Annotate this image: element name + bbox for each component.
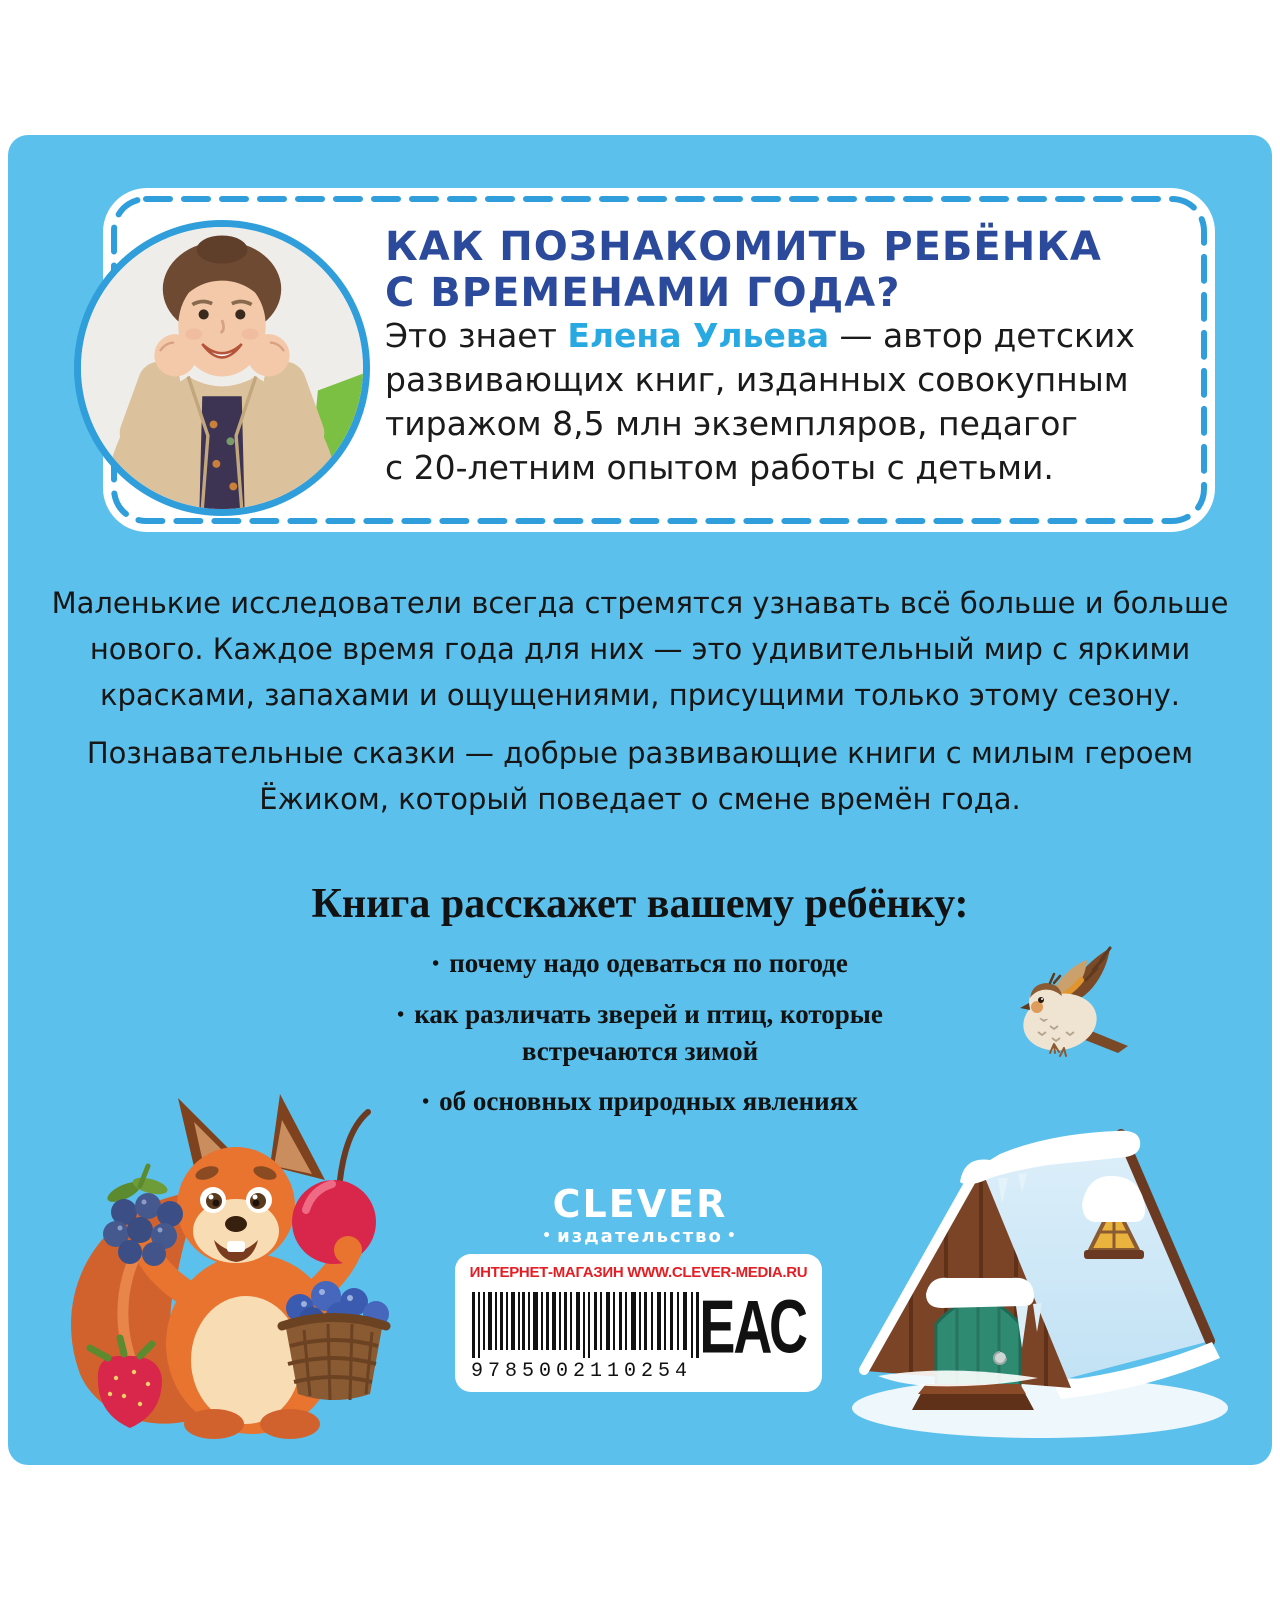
squirrel-nose [225, 1216, 247, 1232]
bird-beak [1020, 1003, 1030, 1010]
door-lintel-snow [926, 1278, 1034, 1308]
logo-dot: • [726, 1228, 738, 1244]
feature-text: об основных природных явлениях [439, 1086, 858, 1116]
cherry [292, 1112, 376, 1264]
body-line2: развивающих книг, изданных совокупным [385, 360, 1129, 399]
author-description [385, 314, 1135, 490]
bullet-icon: • [397, 1004, 405, 1026]
logo-dot: • [542, 1228, 554, 1244]
author-photo [74, 220, 370, 516]
feature-item [422, 1083, 858, 1120]
p2-line2: Ёжиком, который поведает о смене времён года. [259, 782, 1021, 816]
p2-line1: Познавательные сказки — добрые развивающие книги с милым героем [86, 736, 1194, 770]
headline-line2: С ВРЕМЕНАМИ ГОДА? [385, 270, 901, 316]
feature-text: как различать зверей и птиц, которые встречаются зимой [414, 999, 883, 1066]
author-portrait-illustration [81, 227, 363, 509]
p1-line3: красками, запахами и ощущениями, присущими только этому сезону. [99, 678, 1180, 712]
feature-item [360, 996, 920, 1069]
body-suffix: — автор детских [828, 316, 1135, 355]
publisher-logo [440, 1184, 840, 1248]
headline-line1: КАК ПОЗНАКОМИТЬ РЕБЁНКА [385, 224, 1102, 270]
body-prefix: Это знает [385, 316, 568, 355]
clever-logo-text: CLEVER [552, 1182, 728, 1226]
feature-text: почему надо одеваться по погоде [449, 948, 848, 978]
bullet-icon: • [422, 1091, 430, 1113]
p1-line2: нового. Каждое время года для них — это удивительный мир с яркими [89, 632, 1191, 666]
barcode [471, 1292, 703, 1383]
sparrow-illustration [980, 920, 1130, 1065]
body-line4: с 20-летним опытом работы с детьми. [385, 448, 1054, 487]
hand [154, 334, 196, 376]
hand [247, 334, 289, 376]
squirrel-illustration [28, 1082, 438, 1452]
barcode-bars [471, 1292, 703, 1360]
description-paragraph-1 [8, 580, 1272, 718]
headline [385, 224, 1102, 316]
bullet-icon: • [432, 953, 440, 975]
eac-mark: ЕАС [699, 1285, 806, 1370]
author-name: Елена Ульева [567, 316, 829, 355]
p1-line1: Маленькие исследователи всегда стремятся узнавать всё больше и больше [51, 586, 1229, 620]
winter-house-illustration [848, 1126, 1233, 1446]
barcode-digits: 9785002110254 [471, 1360, 693, 1383]
features-heading: Книга расскажет вашему ребёнку: [311, 881, 969, 927]
berry-basket [282, 1281, 389, 1400]
store-url: ИНТЕРНЕТ-МАГАЗИН WWW.CLEVER-MEDIA.RU [469, 1264, 808, 1281]
dormer-window [1082, 1176, 1145, 1259]
body-line3: тиражом 8,5 млн экземпляров, педагог [385, 404, 1078, 443]
barcode-card [455, 1254, 822, 1392]
description-paragraph-2 [8, 730, 1272, 822]
snow-ground [852, 1378, 1228, 1438]
clever-logo-subtitle: издательство [557, 1226, 723, 1247]
feature-item [432, 945, 848, 982]
